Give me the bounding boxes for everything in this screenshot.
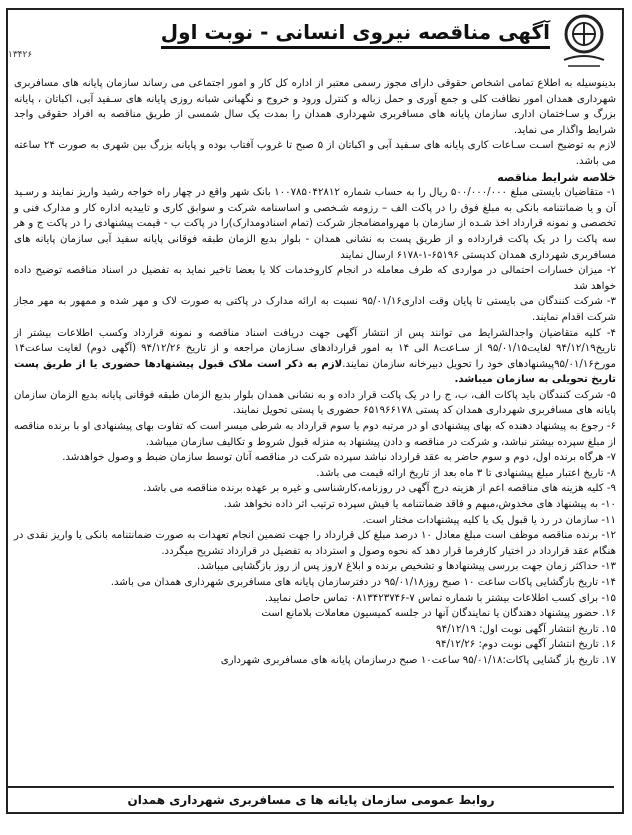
- condition-item-10: ۱۰- به پیشنهاد های مخدوش،مبهم و فاقد ضمانتنامه یا فیش سپرده ترتیب اثر داده نخواهد شد.: [223, 499, 616, 511]
- condition-item-7: ۷- هرگاه برنده اول، دوم و سوم حاضر به عقد قرارداد نباشد سپرده شرکت در مناقصه آنان توسط سازمان ضبط و وصول خواهدشد.: [62, 452, 616, 464]
- condition-item-1: ۱- متقاضیان بایستی مبلغ ۵۰۰/۰۰۰/۰۰۰ ریال را به حساب شماره ۱۰۰۷۸۵۰۴۲۸۱۲ بانک شهر واقع در چهار راه خواجه رشید واریز نمایند و رسـید آن و یا ضمانتنامه بانکی به مبلغ فوق را در پاکت الف – رزومه شـخصی و اساسنامه شرکت و سوابق کاری و تاییدیه اداره کار و مدارک فنی و تخصصی و نمونه قرارداد اخذ شـده از سازمان با مهروامضامجاز شرکت (تمام اسنادومدارک)را در پاکت ب - قیمت پیشنهادی را در پاکت ج و هر سه پاکت را در یک پاکت قرارداده و از طریق پست به نشانی همدان - بلوار بدیع الزمان طبقه فوقانی پایانه سفید آبی سازمان پایانه های مسافربری شهرداری همدان کدپستی ۶۵۱۹۶-۱-۶۱۷۸ ارسال نمایند: [14, 187, 616, 261]
- condition-item-14: ۱۴- تاریخ بازگشایی پاکات ساعت ۱۰ صبح روز۹۵/۰۱/۱۸ در دفترسازمان پایانه های مسافربری شهرداری همدان می باشد.: [110, 577, 616, 588]
- organization-logo-icon: [558, 12, 610, 70]
- section-title: خلاصه شرایط مناقصه: [497, 170, 616, 184]
- condition-item-6: ۶- رجوع به پیشنهاد دهنده که بهای پیشنهادی او در مرتبه دوم یا سوم قرارداد به شرطی میسر است که تفاوت بهای پیشنهادی او با برنده مناقصه از مبلغ سپرده بیشتر نباشد، و شرکت در مناقصه و دادن پیشنهاد به منزله قبول شروط و تکالیف سازمان میباشد.: [14, 421, 616, 448]
- condition-item-8: ۸- تاریخ اعتبار مبلغ پیشنهادی تا ۳ ماه بعد از تاریخ ارائه قیمت می باشد.: [316, 467, 616, 479]
- title-box: [161, 20, 550, 49]
- opening-date: ۱۷. تاریخ باز گشایی پاکات:۹۵/۰۱/۱۸ ساعت۱۰ صبح درسازمان پایانه های مسافربری شهرداری: [220, 654, 616, 666]
- condition-item-2: ۲- میزان خسارات احتمالی در مواردی که طرف معامله در انجام کاروخدمات کلا یا بعضا تاخیر نماید به تفضیل در اسناد مناقصه توضیح داده خواهد شد: [14, 265, 616, 292]
- condition-item-11: ۱۱- سازمان در رد یا قبول یک یا کلیه پیشنهادات مختار است.: [362, 514, 616, 526]
- header: [8, 10, 614, 70]
- condition-item-4-bold: لازم به ذکر است ملاک قبول پیشنهادها حضوری یا از طریق پست تاریخ تحویلی به سازمان میباشد.: [14, 358, 616, 386]
- condition-item-15: ۱۵- برای کسب اطلاعات بیشتر با شماره تماس ۷-۰۸۱۳۴۲۳۷۴۶ تماس حاصل نمایید.: [264, 592, 616, 604]
- ad-body: [14, 76, 616, 669]
- condition-item-3: ۳- شرکت کنندگان می بایستی تا پایان وقت اداری۹۵/۰۱/۱۶ نسبت به ارائه مدارک در پاکتی به صورت لاک و مهر شده و ممهور به مهر مجاز شرکت اقدام نمایند.: [14, 296, 617, 323]
- condition-item-13: ۱۳- حداکثر زمان جهت بررسی پیشنهادها و تشخیص برنده و ابلاغ ۷روز پس از روز بازگشایی میباشد.: [196, 561, 616, 573]
- intro-paragraph-1: بدینوسیله به اطلاع تمامی اشخاص حقوقی دارای مجوز رسمی معتبر از اداره کل کار و امور اجتماعی می رساند سازمان پایانه های مسافربری شهرداری همدان امور نظافت کلی و جمع آوری و حمل زباله و کنترل ورود و خروج و نگهبانی شبانه روزی پایانه های سـفید آبی، اکباتان ، پایانه بزرگ و سـاختمان اداری سازمان پایانه های مسافربری شهرداری همدان را بمدت یک سال شمسی از طریق مناقصه به افراد حقوقی واجد شرایط واگذار می نماید.: [14, 78, 616, 136]
- condition-item-5: ۵- شرکت کنندگان باید پاکات الف، ب، ج را در یک پاکت قرار داده و به نشانی همدان بلوار بدیع الزمان طبقه فوقانی پایانه بدیع الزمان سازمان پایانه های مسافربری شهرداری همدان کد پستی ۶۵۱۹۶۶۱۷۸ حضوری یا پستی تحویل نمایند.: [14, 389, 616, 417]
- second-publication-date: ۱۶. تاریخ انتشار آگهی نوبت دوم: ۹۴/۱۲/۲۶: [435, 639, 616, 651]
- condition-item-9: ۹- کلیه هزینه های مناقصه اعم از هزینه درج آگهی در روزنامه،کارشناسی و غیره بر عهده برنده مناقصه می باشد.: [143, 483, 616, 495]
- condition-item-12: ۱۲- برنده مناقصه موظف است مبلغ معادل ۱۰ درصد مبلغ کل قرارداد را جهت تضمین انجام تعهدات به صورت ضمانتنامه بانکی یا واریز نقدی در هنگام عقد قرارداد در اختیار کارفرما قرار دهد که نحوه وصول و استرداد به تفضیل در قرارداد تشریح میگردد.: [14, 530, 617, 557]
- title-underline: [161, 46, 550, 49]
- ad-title: آگهی مناقصه نیروی انسانی - نوبت اول: [160, 20, 550, 44]
- footer-public-relations: روابط عمومی سازمان پایانه ها ی مسافربری شهرداری همدان: [8, 786, 614, 812]
- document-code: ۱۳۴۲۶: [8, 50, 33, 60]
- condition-item-4: [14, 326, 616, 388]
- condition-item-16: ۱۶. حضور پیشنهاد دهندگان یا نمایندگان آنها در جلسه کمیسیون معاملات بلامانع است: [261, 608, 616, 620]
- first-publication-date: ۱۵. تاریخ انتشار آگهی نوبت اول: ۹۴/۱۲/۱۹: [436, 623, 616, 635]
- condition-item-4-text: ۴- کلیه متقاضیان واجدالشرایط می توانند پس از انتشار آگهی جهت دریافت اسناد مناقصه و نمونه قرارداد وکسب اطلاعات بیشتر از تاریخ۹۴/۱۲/۱۹ لغایت۹۵/۰۱/۱۵ از سـاعت۸ الی ۱۴ به امور قراردادهای سـازمان مراجعه و از تاریخ ۹۴/۱۲/۲۶ (آگهی دوم) لغایت ساعت۱۴ مورخ۹۵/۰۱/۱۶پیشنهادهای خود را تحویل دبیرخانه سازمان نمایند.: [14, 327, 617, 370]
- intro-paragraph-2: لازم به توضیح اسـت سـاعات کاری پایانه های سـفید آبی و اکباتان از ۵ صبح تا غروب آفتاب بوده و پایانه بزرگ بین شهری به صورت ۲۴ ساعته می باشد.: [14, 140, 617, 167]
